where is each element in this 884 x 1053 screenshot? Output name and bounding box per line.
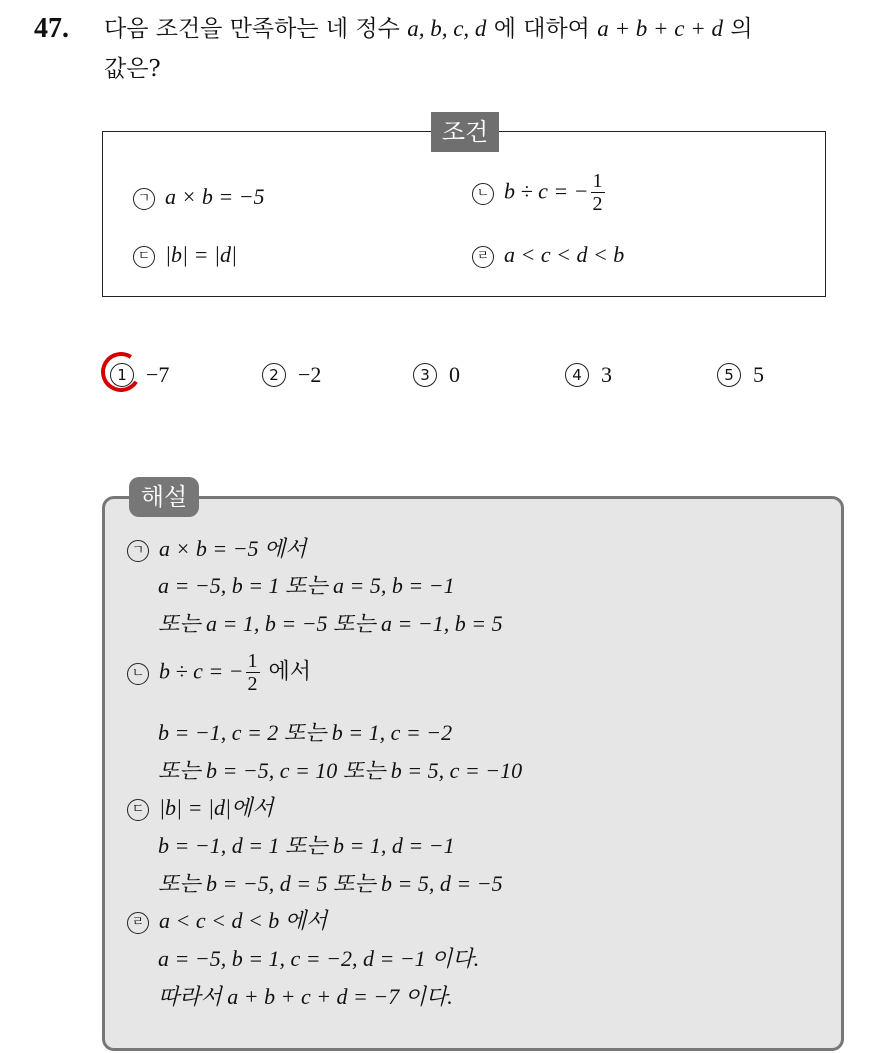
condition-expr: b ÷ c = − — [504, 178, 589, 204]
solution-line-8: b = −1, d = 1 또는 b = 1, d = −1 — [158, 833, 455, 858]
solution-line-10 — [127, 906, 327, 937]
condition-2 — [472, 170, 607, 215]
marker-circle: ㄹ — [127, 912, 149, 934]
solution-line-7 — [127, 793, 274, 824]
marker-circle: ㄷ — [133, 246, 155, 268]
solution-suffix: 에서 — [268, 659, 312, 685]
solution-line-11: a = −5, b = 1, c = −2, d = −1 이다. — [158, 946, 480, 971]
marker-circle: ㄴ — [472, 183, 494, 205]
marker-circle: ㄹ — [472, 246, 494, 268]
question-variables: a, b, c, d — [407, 16, 487, 41]
solution-line-6: 또는 b = −5, c = 10 또는 b = 5, c = −10 — [158, 758, 523, 783]
condition-expr: |b| = |d| — [165, 242, 238, 267]
choice-number: 1 — [110, 363, 134, 387]
solution-line-4 — [127, 650, 311, 695]
choice-value: 5 — [753, 362, 764, 387]
choice-1[interactable] — [110, 362, 169, 388]
condition-expr: a < c < d < b — [504, 242, 625, 267]
fraction — [591, 170, 605, 215]
conditions-box — [102, 131, 826, 297]
solution-line-2: a = −5, b = 1 또는 a = 5, b = −1 — [158, 573, 455, 598]
fraction-denominator: 2 — [592, 193, 603, 215]
question-mid: 에 대하여 — [493, 16, 590, 42]
solution-text: a < c < d < b 에서 — [159, 908, 328, 933]
conditions-title: 조건 — [431, 112, 499, 152]
fraction-denominator: 2 — [247, 673, 258, 695]
condition-4 — [472, 242, 624, 268]
question-number: 47. — [34, 13, 69, 44]
solution-line-12: 따라서 a + b + c + d = −7 이다. — [158, 984, 453, 1009]
choice-value: −2 — [298, 362, 322, 387]
choice-value: −7 — [146, 362, 170, 387]
solution-line-9: 또는 b = −5, d = 5 또는 b = 5, d = −5 — [158, 871, 503, 896]
choice-5[interactable] — [717, 362, 764, 388]
question-expression: a + b + c + d — [597, 16, 723, 41]
choice-value: 3 — [601, 362, 612, 387]
choice-3[interactable] — [413, 362, 460, 388]
marker-circle: ㄱ — [133, 188, 155, 210]
marker-circle: ㄴ — [127, 663, 149, 685]
solution-line-1 — [127, 534, 307, 565]
marker-circle: ㄱ — [127, 540, 149, 562]
solution-title: 해설 — [129, 477, 199, 517]
marker-circle: ㄷ — [127, 799, 149, 821]
question-line-1 — [104, 10, 753, 48]
choice-number: 5 — [717, 363, 741, 387]
fraction — [246, 650, 260, 695]
fraction-numerator: 1 — [247, 650, 258, 672]
condition-1 — [133, 184, 265, 210]
choice-value: 0 — [449, 362, 460, 387]
choice-number: 2 — [262, 363, 286, 387]
question-text: 다음 조건을 만족하는 네 정수 — [104, 16, 400, 42]
solution-text: |b| = |d|에서 — [159, 795, 274, 820]
question-line-2: 값은? — [104, 56, 161, 82]
choice-2[interactable] — [262, 362, 321, 388]
choice-number: 4 — [565, 363, 589, 387]
choice-4[interactable] — [565, 362, 612, 388]
condition-expr: a × b = −5 — [165, 184, 265, 209]
fraction-numerator: 1 — [592, 170, 603, 192]
solution-text: a × b = −5 에서 — [159, 536, 307, 561]
question-end: 의 — [730, 16, 753, 42]
solution-line-3: 또는 a = 1, b = −5 또는 a = −1, b = 5 — [158, 611, 503, 636]
condition-3 — [133, 242, 237, 268]
solution-prefix: b ÷ c = − — [159, 658, 244, 684]
choice-number: 3 — [413, 363, 437, 387]
solution-line-5: b = −1, c = 2 또는 b = 1, c = −2 — [158, 720, 453, 745]
